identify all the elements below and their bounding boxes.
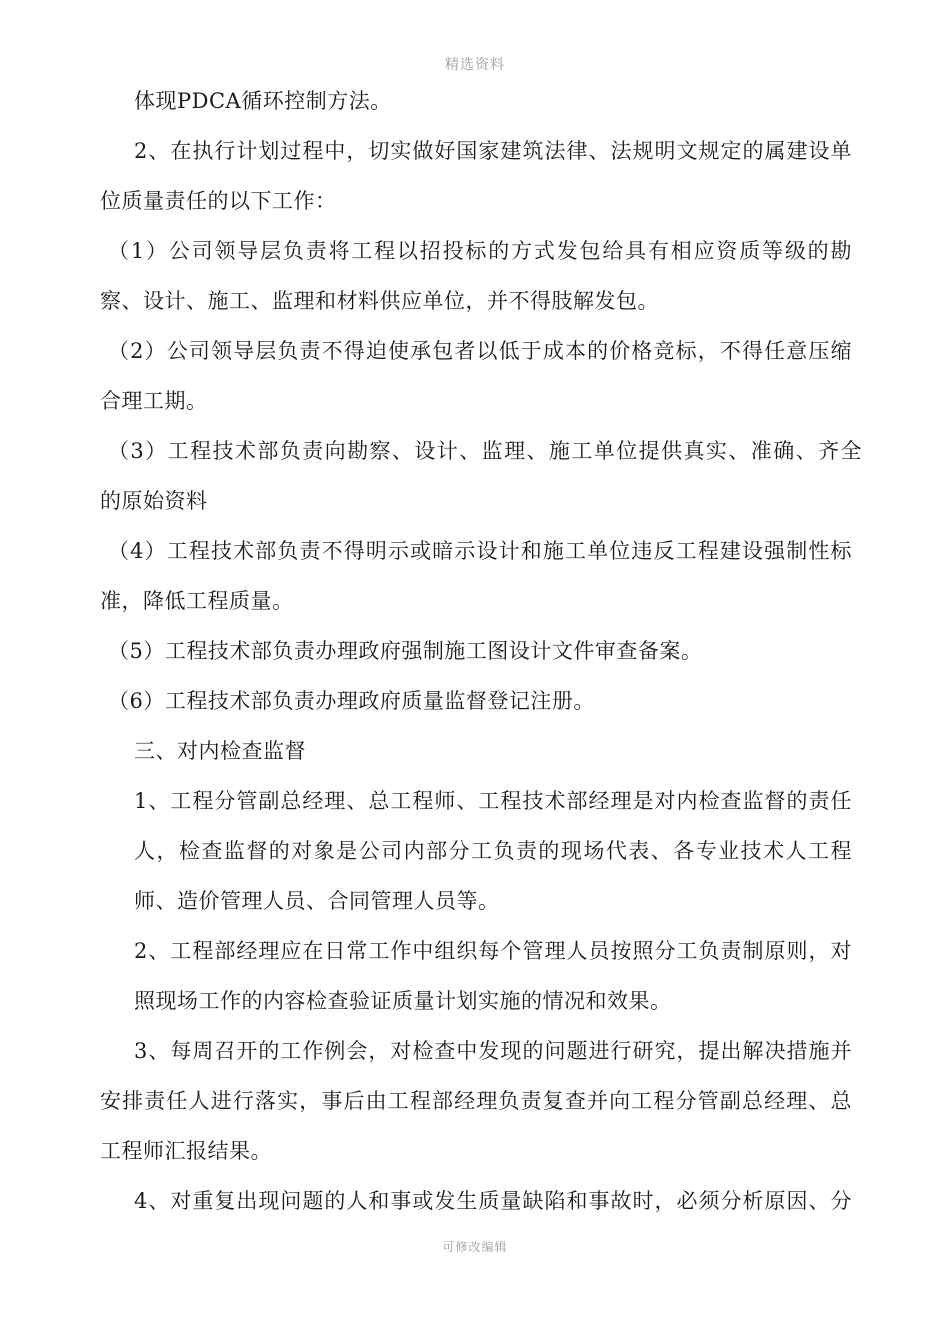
text-line: 4、对重复出现问题的人和事或发生质量缺陷和事故时，必须分析原因、分 (134, 1189, 852, 1213)
text-line: （2）公司领导层负责不得迫使承包者以低于成本的价格竞标，不得任意压缩 (108, 339, 852, 363)
page-header-watermark: 精选资料 (445, 57, 505, 73)
text-line: 准，降低工程质量。 (100, 589, 294, 613)
text-line: 师、造价管理人员、合同管理人员等。 (134, 889, 500, 913)
text-line: 安排责任人进行落实，事后由工程部经理负责复查并向工程分管副总经理、总 (100, 1089, 852, 1113)
text-line: 位质量责任的以下工作： (100, 189, 337, 213)
text-line: （4）工程技术部负责不得明示或暗示设计和施工单位违反工程建设强制性标 (108, 539, 852, 563)
text-line: （5）工程技术部负责办理政府强制施工图设计文件审查备案。 (108, 639, 703, 663)
text-line: 照现场工作的内容检查验证质量计划实施的情况和效果。 (134, 989, 672, 1013)
text-line: 合理工期。 (100, 389, 208, 413)
text-line: （6）工程技术部负责办理政府质量监督登记注册。 (108, 689, 595, 713)
text-line: 2、工程部经理应在日常工作中组织每个管理人员按照分工负责制原则，对 (134, 939, 852, 963)
page-footer-note: 可修改编辑 (442, 1240, 508, 1254)
text-line: 1、工程分管副总经理、总工程师、工程技术部经理是对内检查监督的责任 (134, 789, 852, 813)
text-line: 的原始资料 (100, 489, 208, 513)
text-line: 察、设计、施工、监理和材料供应单位，并不得肢解发包。 (100, 289, 659, 313)
section-heading: 三、对内检查监督 (134, 739, 306, 763)
text-line: 人，检查监督的对象是公司内部分工负责的现场代表、各专业技术人工程 (134, 839, 852, 863)
text-line: 工程师汇报结果。 (100, 1139, 272, 1163)
text-line: 3、每周召开的工作例会，对检查中发现的问题进行研究，提出解决措施并 (134, 1039, 852, 1063)
text-line: （1）公司领导层负责将工程以招投标的方式发包给具有相应资质等级的勘 (108, 239, 852, 263)
text-line: 2、在执行计划过程中，切实做好国家建筑法律、法规明文规定的属建设单 (134, 139, 852, 163)
text-line: （3）工程技术部负责向勘察、设计、监理、施工单位提供真实、准确、齐全 (108, 439, 862, 463)
text-line: 体现PDCA循环控制方法。 (134, 89, 392, 113)
